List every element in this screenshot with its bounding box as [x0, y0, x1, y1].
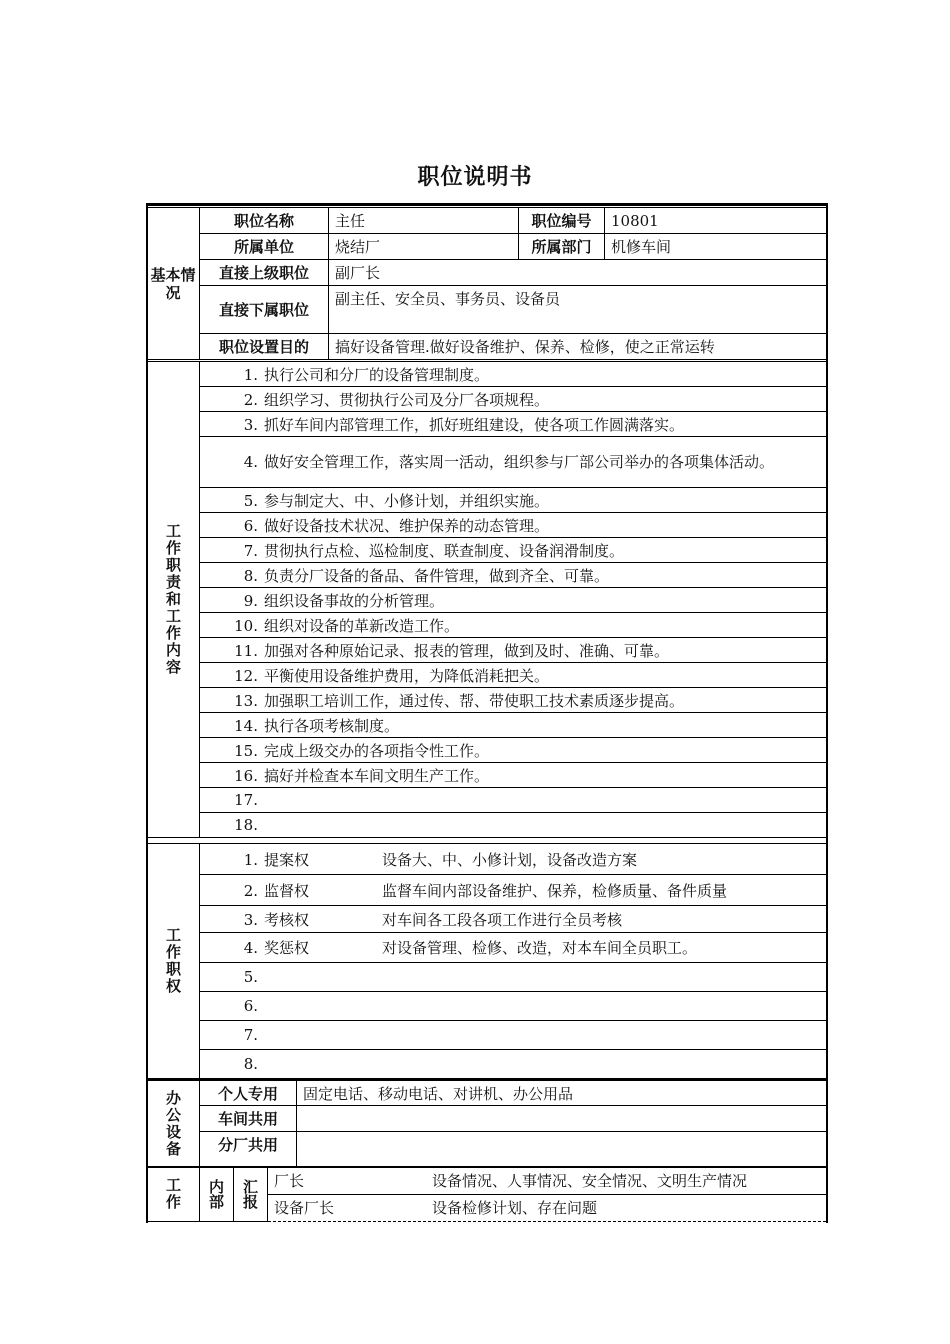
duty-item	[200, 663, 827, 688]
duty-no: 3.	[243, 415, 258, 434]
workshop-label: 车间共用	[200, 1106, 297, 1132]
duty-no: 13.	[234, 691, 258, 710]
duty-item	[200, 688, 827, 713]
subordinate-label: 直接下属职位	[200, 286, 329, 334]
duty-no: 4.	[243, 452, 258, 471]
report-content: 设备情况、人事情况、安全情况、文明生产情况	[432, 1172, 748, 1191]
duty-text: 执行公司和分厂的设备管理制度。	[264, 365, 490, 384]
authority-no: 2.	[243, 881, 258, 900]
duties-table	[146, 361, 827, 838]
section-basic-info: 基本情况	[147, 208, 200, 360]
duty-no: 12.	[234, 666, 258, 685]
duty-item	[200, 362, 827, 387]
authority-table	[146, 843, 827, 1079]
authority-no: 8.	[243, 1055, 258, 1073]
position-no-value: 10801	[605, 208, 827, 234]
duty-no: 17.	[234, 791, 258, 809]
position-name-label: 职位名称	[200, 208, 329, 234]
duty-item	[200, 738, 827, 763]
report-to: 设备厂长	[274, 1199, 335, 1217]
duty-no: 14.	[234, 716, 258, 735]
report-content: 设备检修计划、存在问题	[432, 1199, 598, 1217]
report-label: 汇报	[234, 1167, 268, 1221]
duty-text: 加强职工培训工作，通过传、帮、带使职工技术素质逐步提高。	[264, 691, 685, 710]
authority-text: 监督车间内部设备维护、保养，检修质量、备件质量	[382, 881, 728, 900]
plant-value	[297, 1132, 827, 1168]
unit-label: 所属单位	[200, 234, 329, 260]
duty-text: 贯彻执行点检、巡检制度、联查制度、设备润滑制度。	[264, 541, 625, 560]
duty-item	[200, 613, 827, 638]
authority-text: 对车间各工段各项工作进行全员考核	[382, 910, 623, 929]
duty-text: 组织设备事故的分析管理。	[264, 591, 445, 610]
duty-text: 完成上级交办的各项指令性工作。	[264, 741, 490, 760]
personal-value: 固定电话、移动电话、对讲机、办公用品	[297, 1080, 827, 1106]
duty-item	[200, 387, 827, 412]
duty-text: 执行各项考核制度。	[264, 716, 400, 735]
duty-text: 抓好车间内部管理工作，抓好班组建设，使各项工作圆满落实。	[264, 415, 685, 434]
authority-item	[200, 906, 827, 933]
section-equipment: 办公设备	[147, 1080, 200, 1168]
plant-label: 分厂共用	[200, 1132, 297, 1168]
authority-no: 7.	[243, 1026, 258, 1044]
section-work-relations: 工作	[147, 1167, 200, 1221]
duty-no: 6.	[243, 516, 258, 535]
authority-name: 监督权	[264, 881, 310, 900]
workshop-value	[297, 1106, 827, 1132]
authority-no: 6.	[243, 997, 258, 1015]
duty-text: 加强对各种原始记录、报表的管理，做到及时、准确、可靠。	[264, 641, 670, 660]
duty-no: 11.	[234, 641, 258, 660]
authority-name: 考核权	[264, 910, 310, 929]
report-row	[268, 1194, 827, 1221]
section-duties: 工作职责和工作内容	[147, 362, 200, 838]
superior-value: 副厂长	[329, 260, 827, 286]
authority-no: 5.	[243, 968, 258, 986]
duty-no: 1.	[243, 365, 258, 384]
superior-label: 直接上级职位	[200, 260, 329, 286]
report-to: 厂长	[274, 1172, 305, 1191]
authority-no: 1.	[243, 850, 258, 869]
authority-no: 4.	[243, 939, 258, 957]
duty-item	[200, 588, 827, 613]
document-title: 职位说明书	[417, 165, 533, 190]
authority-item	[200, 1050, 827, 1079]
position-name-value: 主任	[329, 208, 519, 234]
duty-no: 15.	[234, 741, 258, 760]
duty-item	[200, 412, 827, 437]
authority-no: 3.	[243, 910, 258, 929]
duty-text: 平衡使用设备维护费用，为降低消耗把关。	[264, 666, 550, 685]
purpose-value: 搞好设备管理.做好设备维护、保养、检修，使之正常运转	[329, 334, 827, 360]
unit-value: 烧结厂	[329, 234, 519, 260]
duty-item	[200, 563, 827, 588]
duty-item	[200, 788, 827, 813]
duty-text: 参与制定大、中、小修计划，并组织实施。	[264, 491, 550, 510]
duty-no: 18.	[234, 816, 258, 834]
duty-no: 8.	[243, 566, 258, 585]
subordinate-value: 副主任、安全员、事务员、设备员	[329, 286, 827, 334]
authority-item	[200, 1021, 827, 1050]
duty-no: 9.	[243, 591, 258, 610]
authority-item	[200, 992, 827, 1021]
duty-text: 做好设备技术状况、维护保养的动态管理。	[264, 516, 550, 535]
duty-text: 组织学习、贯彻执行公司及分厂各项规程。	[264, 390, 550, 409]
report-row	[268, 1167, 827, 1194]
authority-name: 奖惩权	[264, 939, 310, 957]
duty-item	[200, 437, 827, 488]
duty-no: 7.	[243, 541, 258, 560]
duty-text: 组织对设备的革新改造工作。	[264, 616, 460, 635]
duty-text: 搞好并检查本车间文明生产工作。	[264, 766, 490, 785]
duty-no: 5.	[243, 491, 258, 510]
duty-no: 10.	[234, 616, 258, 635]
duty-item	[200, 513, 827, 538]
authority-item	[200, 933, 827, 963]
duty-text: 做好安全管理工作，落实周一活动，组织参与厂部公司举办的各项集体活动。	[264, 452, 775, 471]
duty-no: 2.	[243, 390, 258, 409]
authority-item	[200, 875, 827, 906]
duty-text: 负责分厂设备的备品、备件管理，做到齐全、可靠。	[264, 566, 610, 585]
position-no-label: 职位编号	[519, 208, 605, 234]
basic-info-table	[146, 207, 827, 360]
duty-item	[200, 538, 827, 563]
duty-item	[200, 638, 827, 663]
duty-no: 16.	[234, 766, 258, 785]
dept-value: 机修车间	[605, 234, 827, 260]
internal-label: 内部	[200, 1167, 234, 1221]
section-authority: 工作职权	[147, 844, 200, 1079]
duty-item	[200, 713, 827, 738]
purpose-label: 职位设置目的	[200, 334, 329, 360]
work-relations-table	[146, 1166, 827, 1222]
equipment-table	[146, 1078, 827, 1168]
personal-label: 个人专用	[200, 1080, 297, 1106]
authority-text: 设备大、中、小修计划，设备改造方案	[382, 850, 638, 869]
duty-item	[200, 763, 827, 788]
authority-item	[200, 963, 827, 992]
duty-item	[200, 488, 827, 513]
authority-text: 对设备管理、检修、改造，对本车间全员职工。	[382, 939, 698, 957]
dept-label: 所属部门	[519, 234, 605, 260]
authority-name: 提案权	[264, 850, 310, 869]
authority-item	[200, 844, 827, 875]
duty-item	[200, 813, 827, 838]
